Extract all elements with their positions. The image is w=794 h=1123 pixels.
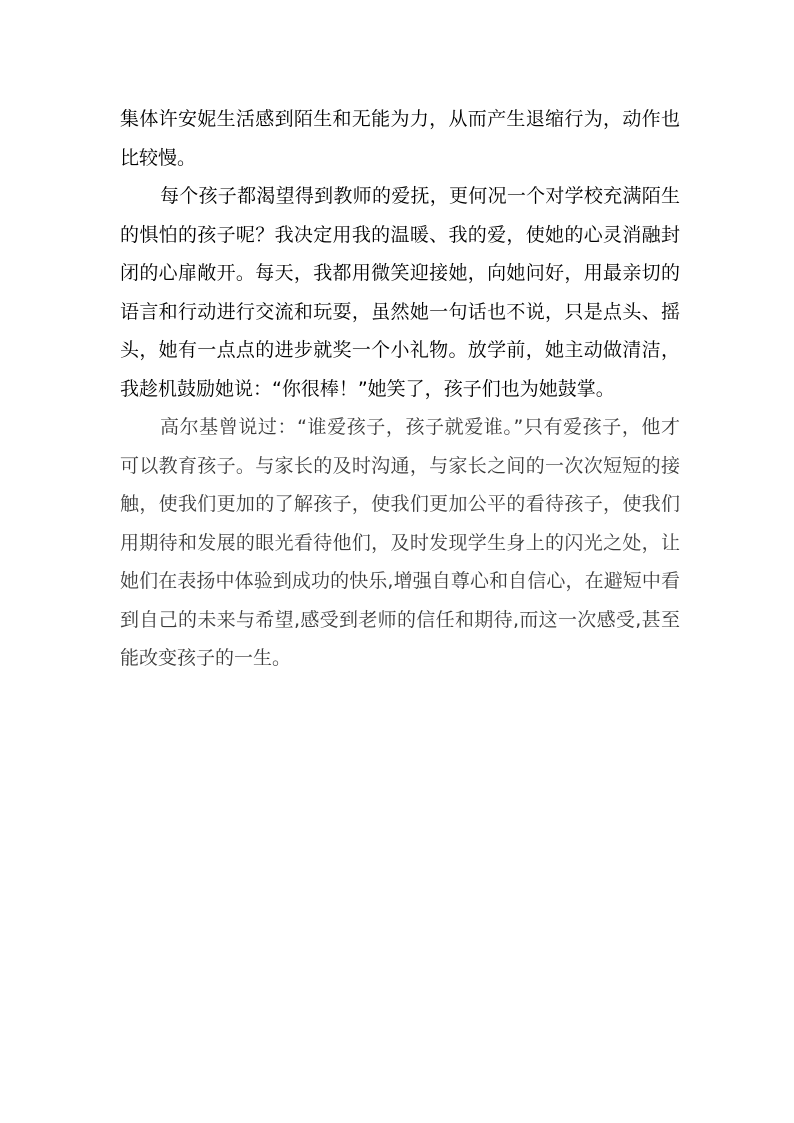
paragraph-1: 集体许安妮生活感到陌生和无能为力，从而产生退缩行为，动作也比较慢。	[120, 108, 680, 169]
paragraph-2: 每个孩子都渴望得到教师的爱抚，更何况一个对学校充满陌生的惧怕的孩子呢？我决定用我的温暖、我的爱，使她的心灵消融封闭的心扉敞开。每天，我都用微笑迎接她，向她问好，用最亲切的语言和行动进行交流和玩耍，虽然她一句话也不说，只是点头、摇头，她有一点点的进步就奖一个小礼物。放学前，她主动做清洁，我趁机鼓励她说：“你很棒！”她笑了，孩子们也为她鼓掌。	[120, 185, 680, 400]
document-body	[120, 100, 680, 678]
paragraph-3: 高尔基曾说过：“谁爱孩子，孩子就爱谁。”只有爱孩子，他才可以教育孩子。与家长的及时沟通，与家长之间的一次次短短的接触，使我们更加的了解孩子，使我们更加公平的看待孩子，使我们用期待和发展的眼光看待他们，及时发现学生身上的闪光之处，让她们在表扬中体验到成功的快乐,增强自尊心和自信心，在避短中看到自己的未来与希望,感受到老师的信任和期待,而这一次感受,甚至能改变孩子的一生。	[120, 416, 680, 669]
